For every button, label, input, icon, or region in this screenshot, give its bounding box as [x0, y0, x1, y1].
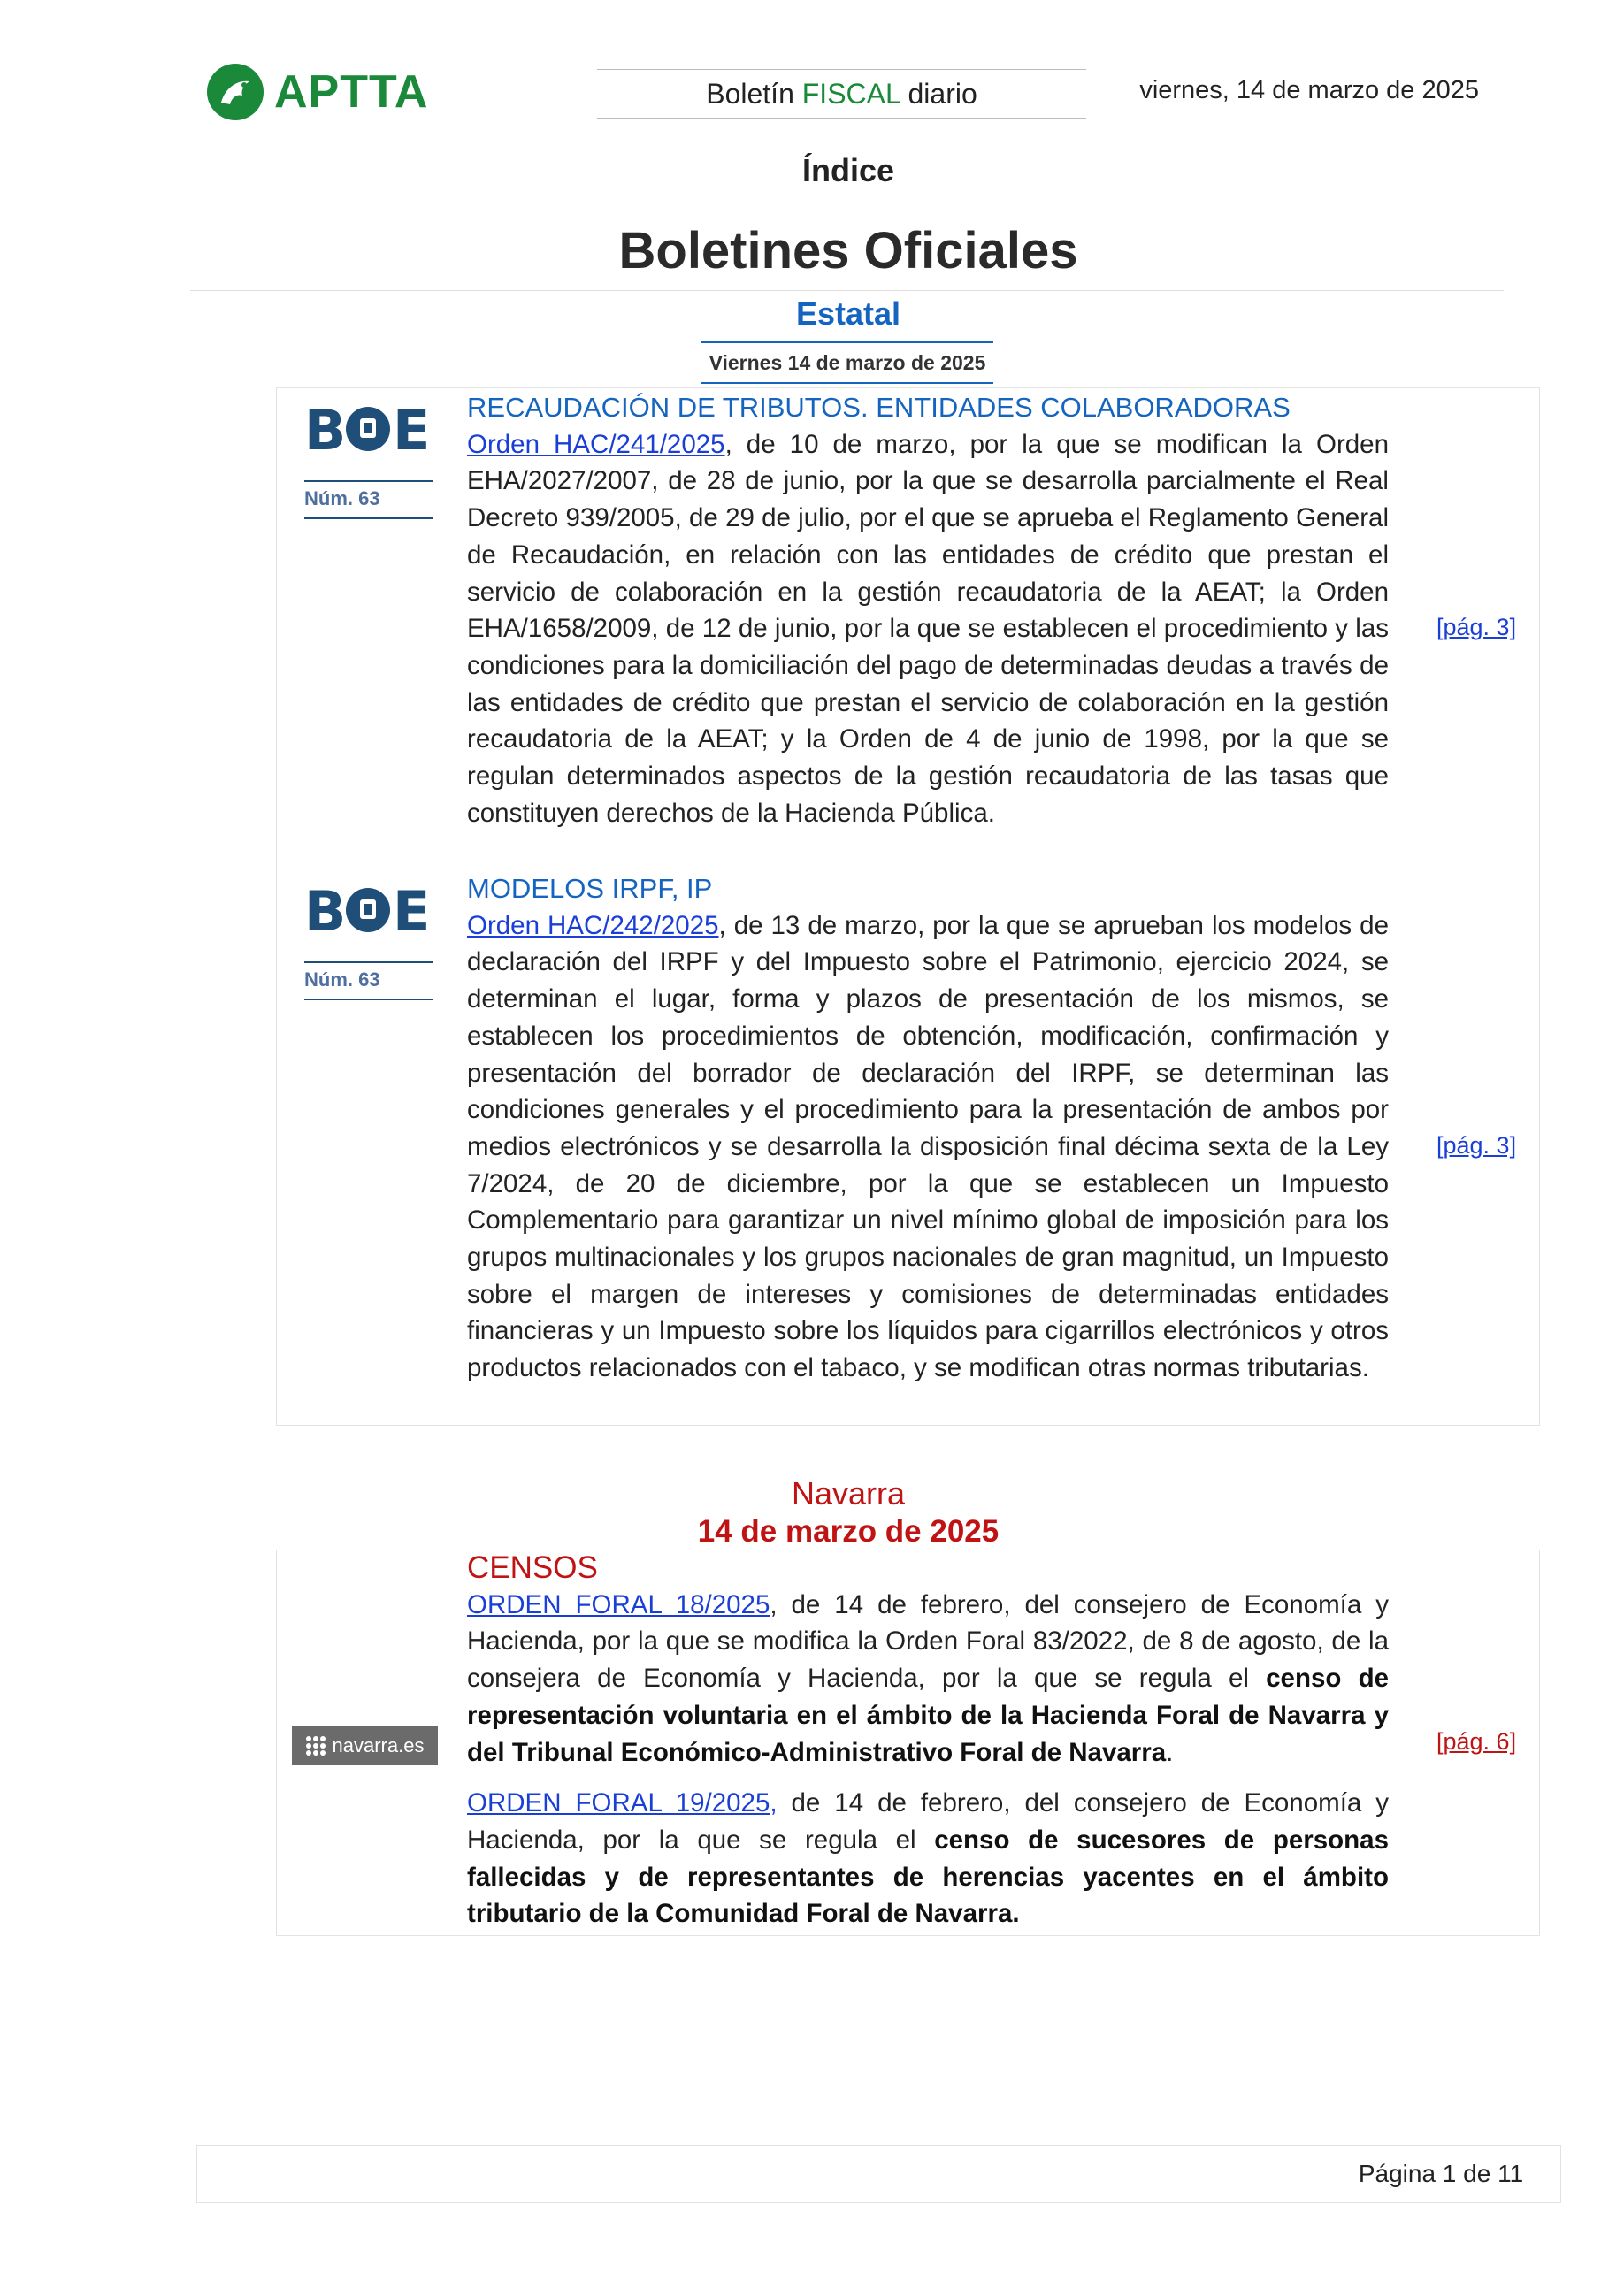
page-link[interactable]: [pág. 6] — [1436, 1728, 1517, 1755]
estatal-entry-2 — [467, 870, 1389, 1387]
order-link[interactable]: ORDEN FORAL 18/2025 — [467, 1589, 770, 1619]
navarra-badge[interactable] — [292, 1726, 438, 1765]
order-link[interactable]: Orden HAC/242/2025 — [467, 910, 719, 940]
page-link[interactable]: [pág. 3] — [1436, 1132, 1517, 1159]
section-heading-estatal: Estatal — [795, 295, 901, 332]
boe-badge[interactable] — [304, 403, 433, 519]
brand-name: APTTA — [274, 66, 429, 118]
page-title: Boletines Oficiales — [618, 222, 1078, 279]
boe-issue-number: Núm. 63 — [304, 487, 380, 509]
entry-category: MODELOS IRPF, IP — [467, 873, 713, 904]
footer-box — [196, 2145, 1321, 2203]
entry-category: CENSOS — [467, 1550, 598, 1585]
boe-badge[interactable] — [304, 884, 433, 1000]
entry-category: RECAUDACIÓN DE TRIBUTOS. ENTIDADES COLABORADORAS — [467, 392, 1291, 423]
boe-issue-number: Núm. 63 — [304, 968, 380, 991]
order-link[interactable]: Orden HAC/241/2025 — [467, 429, 725, 459]
boe-logo-icon — [304, 884, 433, 936]
svg-text:B: B — [304, 884, 347, 936]
navarra-entry — [467, 1550, 1389, 1932]
aptta-logo — [205, 60, 453, 124]
bulletin-title-highlight: FISCAL — [801, 78, 900, 110]
entry-description-1: ORDEN FORAL 18/2025, de 14 de febrero, del consejero de Economía y Hacienda, por la que se modifica la Orden Foral 83/2022, de 8 de agosto, de la consejera de Economía y Hacienda, por la que se regula el censo de representación voluntaria en el ámbito de la Hacienda Foral de Navarra y del Tribunal Económico-Administrativo Foral de Navarra. — [467, 1589, 1389, 1767]
index-title: Índice — [801, 152, 895, 188]
navarra-date: 14 de marzo de 2025 — [697, 1514, 1000, 1549]
entry-description-2: ORDEN FORAL 19/2025, de 14 de febrero, del consejero de Economía y Hacienda, por la que se regula el censo de sucesores de personas fallecidas y de representantes de herencias yacentes en el ámbito tributario de la Comunidad Foral de Navarra. — [467, 1788, 1390, 1929]
footer-page-number: Página 1 de 11 — [1321, 2145, 1561, 2203]
svg-text:E: E — [393, 884, 431, 936]
boe-logo-icon — [304, 403, 433, 455]
header-date: viernes, 14 de marzo de 2025 — [1139, 76, 1479, 104]
bulletin-title: Boletín FISCAL diario — [597, 69, 1086, 119]
estatal-date-chip: Viernes 14 de marzo de 2025 — [701, 341, 993, 384]
entry-description: Orden HAC/241/2025, de 10 de marzo, por la que se modifican la Orden EHA/2027/2007, de 28 de junio, por la que se desarrolla parcialmente el Real Decreto 939/2005, de 29 de julio, por el que se aprueba el Reglamento General de Recaudación, en relación con las entidades de crédito que prestan el servicio de colaboración en la gestión recaudatoria de la AEAT; la Orden EHA/1658/2009, de 12 de junio, por la que se establecen el procedimiento y las condiciones para la domiciliación del pago de determinadas deudas a través de las entidades de crédito que prestan el servicio de colaboración en la gestión recaudatoria de la AEAT; y la Orden de 4 de junio de 1998, por la que se regulan determinados aspectos de la gestión recaudatoria de las tasas que constituyen derechos de la Hacienda Pública. — [467, 429, 1389, 828]
section-heading-navarra: Navarra — [791, 1475, 906, 1512]
navarra-badge-label: navarra.es — [332, 1734, 425, 1756]
svg-text:E: E — [393, 403, 431, 455]
svg-text:B: B — [304, 403, 347, 455]
estatal-entry-1 — [467, 389, 1389, 831]
title-divider — [190, 290, 1504, 291]
order-link[interactable]: ORDEN FORAL 19/2025, — [467, 1788, 778, 1818]
page-link[interactable]: [pág. 3] — [1436, 614, 1517, 640]
grid-dots-icon — [306, 1736, 326, 1756]
entry-description: Orden HAC/242/2025, de 13 de marzo, por la que se aprueban los modelos de declaración del IRPF y del Impuesto sobre el Patrimonio, ejercicio 2024, se determinan el lugar, forma y plazos de presentación de los mismos, se establecen los procedimientos de obtención, modificación, confirmación y presentación del borrador de declaración del IRPF, se determinan las condiciones generales y el procedimiento para la presentación de ambos por medios electrónicos y se desarrolla la disposición final décima sexta de la Ley 7/2024, de 20 de diciembre, por la que se establecen un Impuesto Complementario para garantizar un nivel mínimo global de imposición para los grupos multinacionales y los grupos nacionales de gran magnitud, un Impuesto sobre el margen de intereses y comisiones de determinadas entidades financieras y un Impuesto sobre los líquidos para cigarrillos electrónicos y otros productos relacionados con el tabaco, y se modifican otras normas tributarias. — [467, 910, 1389, 1383]
aptta-emblem-icon — [205, 62, 265, 122]
